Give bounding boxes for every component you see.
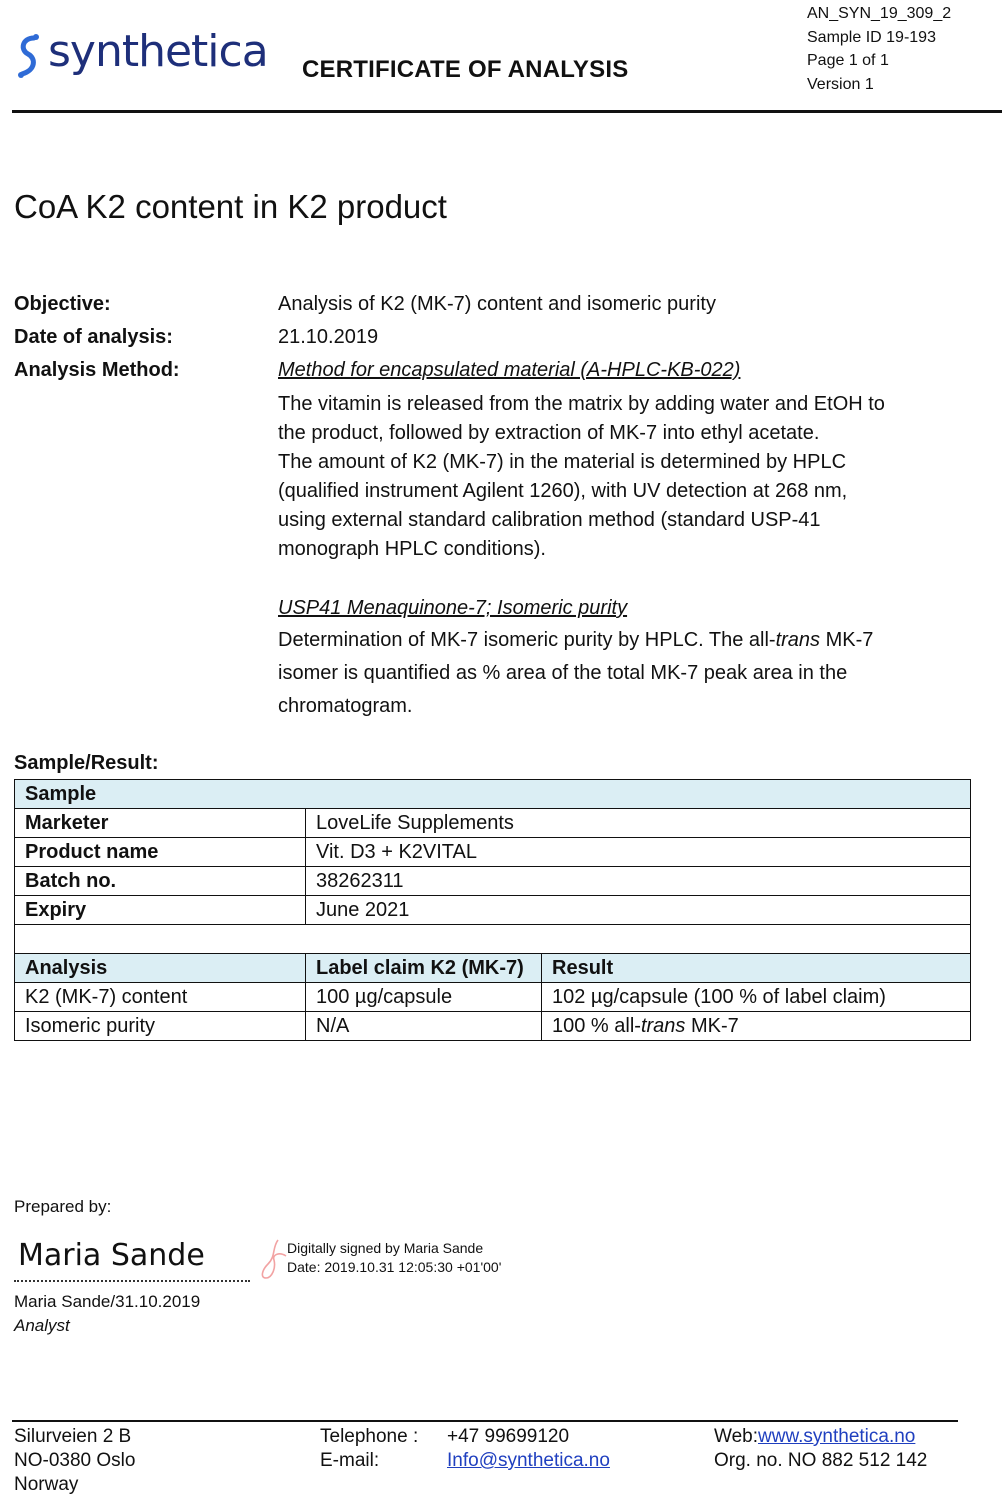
telephone-value: +47 99699120 [447, 1426, 570, 1447]
web-label: Web: [714, 1426, 759, 1447]
row-value: 38262311 [306, 867, 971, 896]
footer-address [14, 1425, 135, 1497]
footer-contact-values [447, 1425, 610, 1473]
document-meta [807, 2, 951, 96]
method2-line [278, 624, 958, 657]
table-cell: Isomeric purity [15, 1012, 306, 1041]
method1-line: the product, followed by extraction of MK-7 into ethyl acetate. [278, 422, 820, 444]
date-label: Date of analysis: [14, 326, 173, 348]
row-label: Marketer [15, 809, 306, 838]
method2-text: Determination of MK-7 isomeric purity by HPLC. The all- [278, 629, 776, 651]
document-code: AN_SYN_19_309_2 [807, 5, 952, 22]
spacer-cell [15, 925, 971, 954]
column-header: Label claim K2 (MK-7) [306, 954, 542, 983]
table-row [15, 780, 971, 809]
org-number: Org. no. NO 882 512 142 [714, 1450, 928, 1471]
table-spacer-row [15, 925, 971, 954]
method1-title: Method for encapsulated material (A-HPLC-KB-022) [278, 359, 741, 381]
method1-line: The vitamin is released from the matrix by adding water and EtOH to [278, 393, 885, 415]
table-row [15, 809, 971, 838]
method2-line: chromatogram. [278, 695, 413, 717]
table-row [15, 954, 971, 983]
analyst-role: Analyst [14, 1316, 70, 1335]
web-line [714, 1425, 927, 1449]
version: Version 1 [807, 75, 874, 93]
digital-signature-icon [258, 1238, 288, 1282]
column-header: Analysis [15, 954, 306, 983]
method1-line: monograph HPLC conditions). [278, 538, 546, 560]
row-label: Product name [15, 838, 306, 867]
method2-text: MK-7 [820, 629, 874, 651]
results-table [14, 779, 971, 1041]
footer-contact-labels [320, 1425, 418, 1473]
table-cell: 100 µg/capsule [306, 983, 542, 1012]
table-row [15, 867, 971, 896]
sample-result-label: Sample/Result: [14, 752, 159, 774]
document-title: CoA K2 content in K2 product [14, 188, 447, 225]
prepared-by-label: Prepared by: [14, 1197, 112, 1216]
address-line: Norway [14, 1474, 79, 1495]
cell-text: 100 % all- [552, 1015, 641, 1037]
email-link[interactable]: Info@synthetica.no [447, 1450, 610, 1471]
digital-signer: Digitally signed by Maria Sande [287, 1240, 484, 1256]
date-value: 21.10.2019 [278, 326, 379, 348]
address-line: Silurveien 2 B [14, 1426, 132, 1447]
row-label: Expiry [15, 896, 306, 925]
document-type-title: CERTIFICATE OF ANALYSIS [302, 56, 629, 83]
row-value: June 2021 [306, 896, 971, 925]
method1-line: (qualified instrument Agilent 1260), with UV detection at 268 nm, [278, 480, 848, 502]
sample-id: Sample ID 19-193 [807, 28, 936, 46]
address-line: NO-0380 Oslo [14, 1450, 136, 1471]
method2-italic: trans [775, 629, 821, 651]
method1-line: The amount of K2 (MK-7) in the material is determined by HPLC [278, 451, 847, 473]
web-link[interactable]: www.synthetica.no [758, 1426, 916, 1447]
row-value: LoveLife Supplements [306, 809, 971, 838]
page-number: Page 1 of 1 [807, 52, 889, 69]
table-cell: 102 µg/capsule (100 % of label claim) [542, 983, 971, 1012]
email-label: E-mail: [320, 1450, 380, 1471]
telephone-label: Telephone : [320, 1426, 419, 1447]
footer-web [714, 1425, 927, 1473]
method-label: Analysis Method: [14, 359, 180, 381]
logo-text: synthetica [48, 26, 268, 77]
analyst-name-date: Maria Sande/31.10.2019 [14, 1292, 201, 1311]
digital-signature-text [287, 1239, 501, 1277]
header-divider [12, 110, 1002, 113]
objective-label: Objective: [14, 293, 111, 315]
table-cell: N/A [306, 1012, 542, 1041]
sample-header: Sample [15, 780, 971, 809]
cell-text: MK-7 [685, 1015, 739, 1037]
signature-line [14, 1272, 250, 1282]
table-row [15, 1012, 971, 1041]
table-row [15, 896, 971, 925]
method2-line: isomer is quantified as % area of the total MK-7 peak area in the [278, 662, 848, 684]
digital-date: Date: 2019.10.31 12:05:30 +01'00' [287, 1259, 502, 1275]
table-cell [542, 1012, 971, 1041]
row-label: Batch no. [15, 867, 306, 896]
signature-name: Maria Sande [18, 1238, 205, 1273]
method1-description [278, 390, 958, 564]
row-value: Vit. D3 + K2VITAL [306, 838, 971, 867]
footer-divider [12, 1420, 958, 1422]
method2-title: USP41 Menaquinone-7; Isomeric purity [278, 597, 628, 619]
table-cell: K2 (MK-7) content [15, 983, 306, 1012]
method2-description [278, 624, 958, 723]
cell-italic: trans [640, 1015, 686, 1037]
company-logo [14, 26, 268, 82]
column-header: Result [542, 954, 971, 983]
table-row [15, 983, 971, 1012]
table-row [15, 838, 971, 867]
method1-line: using external standard calibration method (standard USP-41 [278, 509, 821, 531]
objective-value: Analysis of K2 (MK-7) content and isomeric purity [278, 293, 716, 315]
logo-swirl-icon [14, 32, 44, 80]
